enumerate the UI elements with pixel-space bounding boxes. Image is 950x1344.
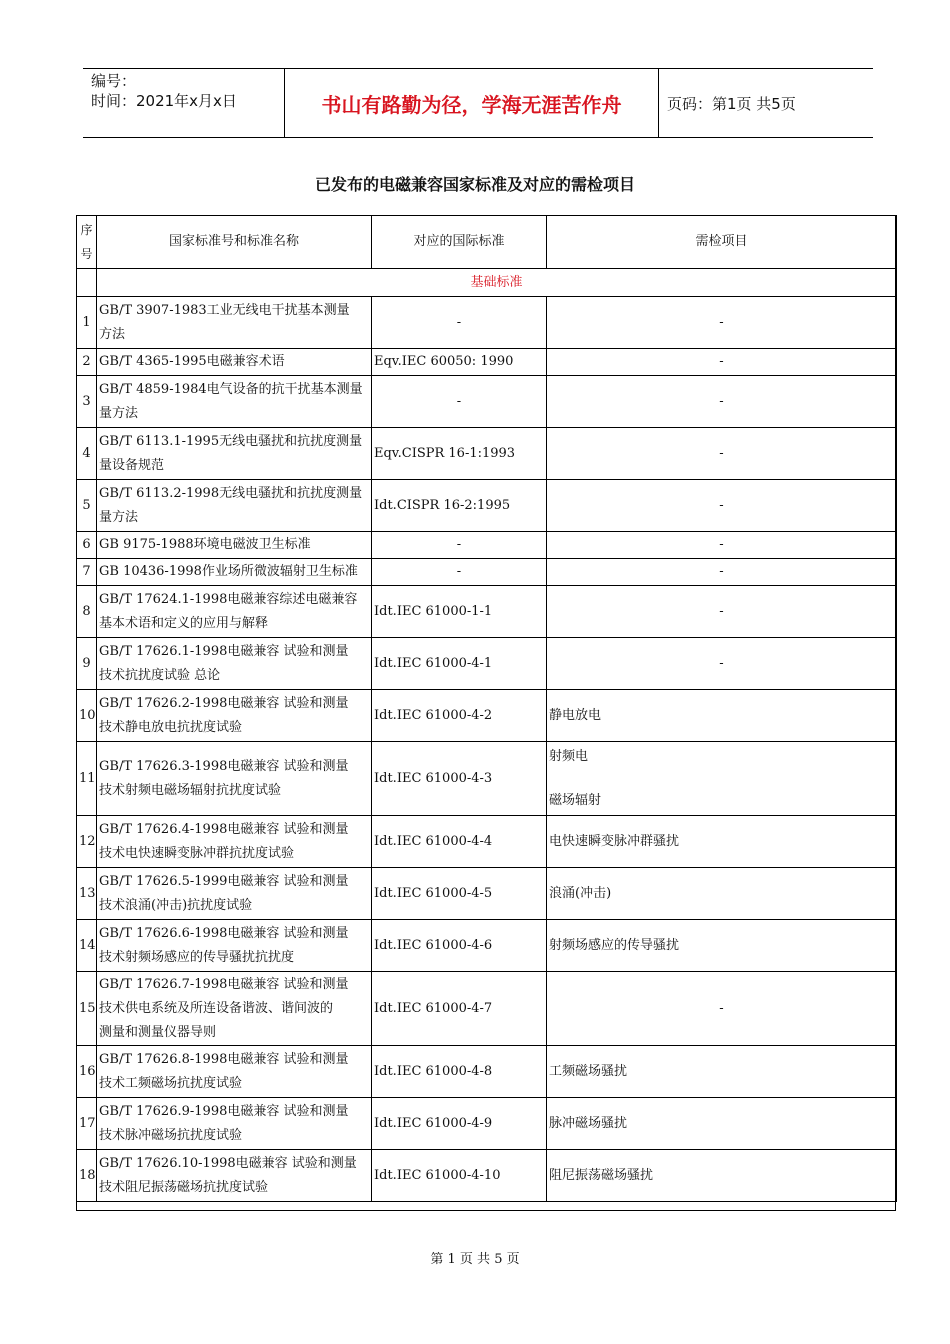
table-row [77,376,897,428]
inspection-item: - [547,559,897,586]
table-row [77,297,897,349]
international-standard: - [372,559,547,586]
international-standard: Idt.IEC 61000-4-9 [372,1098,547,1150]
standard-name: GB/T 4365-1995电磁兼容术语 [97,349,372,376]
page-footer: 第 1 页 共 5 页 [430,1252,520,1267]
standard-name: GB/T 3907-1983工业无线电干扰基本测量 方法 [97,297,372,349]
col-header-item: 需检项目 [547,216,897,269]
international-standard: - [372,297,547,349]
international-standard: Idt.IEC 61000-1-1 [372,586,547,638]
standard-name: GB/T 17626.7-1998电磁兼容 试验和测量 技术供电系统及所连设备谐波、谐间波的 测量和测量仪器导则 [97,972,372,1046]
standard-name: GB/T 17626.10-1998电磁兼容 试验和测量 技术阻尼振荡磁场抗扰度试验 [97,1150,372,1202]
table-row [77,742,897,816]
standard-name: GB/T 17624.1-1998电磁兼容综述电磁兼容 基本术语和定义的应用与解释 [97,586,372,638]
row-number: 14 [77,920,97,972]
standard-name: GB/T 17626.9-1998电磁兼容 试验和测量 技术脉冲磁场抗扰度试验 [97,1098,372,1150]
inspection-item: 脉冲磁场骚扰 [547,1098,897,1150]
table-row [77,1046,897,1098]
row-number: 3 [77,376,97,428]
row-number: 5 [77,480,97,532]
international-standard: - [372,376,547,428]
row-number: 8 [77,586,97,638]
standard-name: GB/T 17626.5-1999电磁兼容 试验和测量 技术浪涌(冲击)抗扰度试验 [97,868,372,920]
col-header-no: 序 号 [77,216,97,269]
international-standard: Idt.IEC 61000-4-6 [372,920,547,972]
inspection-item: - [547,428,897,480]
inspection-item: - [547,376,897,428]
international-standard: - [372,532,547,559]
table-row [77,480,897,532]
row-number: 13 [77,868,97,920]
header-page-label: 页码：第1页 共5页 [667,94,796,113]
standard-name: GB/T 17626.1-1998电磁兼容 试验和测量 技术抗扰度试验 总论 [97,638,372,690]
inspection-item: 射频电 磁场辐射 [547,742,897,816]
row-number: 1 [77,297,97,349]
inspection-item: 工频磁场骚扰 [547,1046,897,1098]
international-standard: Idt.IEC 61000-4-10 [372,1150,547,1202]
col-header-name: 国家标准号和标准名称 [97,216,372,269]
code-label: 编号： [91,72,137,90]
header-meta [83,69,283,137]
international-standard: Idt.IEC 61000-4-3 [372,742,547,816]
inspection-item: - [547,480,897,532]
document-title: 已发布的电磁兼容国家标准及对应的需检项目 [314,175,635,194]
section-row [77,269,897,297]
table-row [77,586,897,638]
row-number: 7 [77,559,97,586]
international-standard: Idt.IEC 61000-4-4 [372,816,547,868]
row-number: 17 [77,1098,97,1150]
standard-name: GB 9175-1988环境电磁波卫生标准 [97,532,372,559]
inspection-item: - [547,638,897,690]
inspection-item: - [547,972,897,1046]
table-row [77,690,897,742]
table-row [77,349,897,376]
standard-name: GB 10436-1998作业场所微波辐射卫生标准 [97,559,372,586]
row-number: 10 [77,690,97,742]
row-number: 6 [77,532,97,559]
international-standard: Idt.IEC 61000-4-1 [372,638,547,690]
international-standard: Eqv.CISPR 16-1:1993 [372,428,547,480]
col-header-intl: 对应的国际标准 [372,216,547,269]
row-number: 4 [77,428,97,480]
table-row [77,638,897,690]
international-standard: Idt.CISPR 16-2:1995 [372,480,547,532]
international-standard: Idt.IEC 61000-4-2 [372,690,547,742]
standard-name: GB/T 17626.6-1998电磁兼容 试验和测量 技术射频场感应的传导骚扰抗扰度 [97,920,372,972]
row-number: 18 [77,1150,97,1202]
page-header [83,68,873,138]
international-standard: Idt.IEC 61000-4-8 [372,1046,547,1098]
table-row [77,1098,897,1150]
standard-name: GB/T 17626.8-1998电磁兼容 试验和测量 技术工频磁场抗扰度试验 [97,1046,372,1098]
row-number: 15 [77,972,97,1046]
inspection-item: 射频场感应的传导骚扰 [547,920,897,972]
inspection-item: - [547,349,897,376]
time-label: 时间：2021年x月x日 [91,92,237,110]
row-number: 2 [77,349,97,376]
inspection-item: 电快速瞬变脉冲群骚扰 [547,816,897,868]
international-standard: Eqv.IEC 60050: 1990 [372,349,547,376]
standard-name: GB/T 6113.1-1995无线电骚扰和抗扰度测量 量设备规范 [97,428,372,480]
standard-name: GB/T 17626.4-1998电磁兼容 试验和测量 技术电快速瞬变脉冲群抗扰度试验 [97,816,372,868]
table-row [77,532,897,559]
row-number: 9 [77,638,97,690]
table-row [77,972,897,1046]
table-row [77,428,897,480]
inspection-item: 浪涌(冲击) [547,868,897,920]
inspection-item: 阻尼振荡磁场骚扰 [547,1150,897,1202]
inspection-item: - [547,297,897,349]
section-title: 基础标准 [97,269,897,297]
row-number: 16 [77,1046,97,1098]
inspection-item: - [547,586,897,638]
standards-table [76,215,897,1202]
table-row [77,920,897,972]
standard-name: GB/T 6113.2-1998无线电骚扰和抗扰度测量 量方法 [97,480,372,532]
standard-name: GB/T 17626.2-1998电磁兼容 试验和测量 技术静电放电抗扰度试验 [97,690,372,742]
standard-name: GB/T 4859-1984电气设备的抗干扰基本测量 量方法 [97,376,372,428]
row-number: 11 [77,742,97,816]
table-row [77,1150,897,1202]
international-standard: Idt.IEC 61000-4-5 [372,868,547,920]
inspection-item: - [547,532,897,559]
table-header-row [77,216,897,269]
table-row [77,868,897,920]
row-number: 12 [77,816,97,868]
table-row [77,816,897,868]
header-motto: 书山有路勤为径，学海无涯苦作舟 [284,69,659,137]
international-standard: Idt.IEC 61000-4-7 [372,972,547,1046]
table-row [77,559,897,586]
inspection-item: 静电放电 [547,690,897,742]
standard-name: GB/T 17626.3-1998电磁兼容 试验和测量 技术射频电磁场辐射抗扰度试验 [97,742,372,816]
